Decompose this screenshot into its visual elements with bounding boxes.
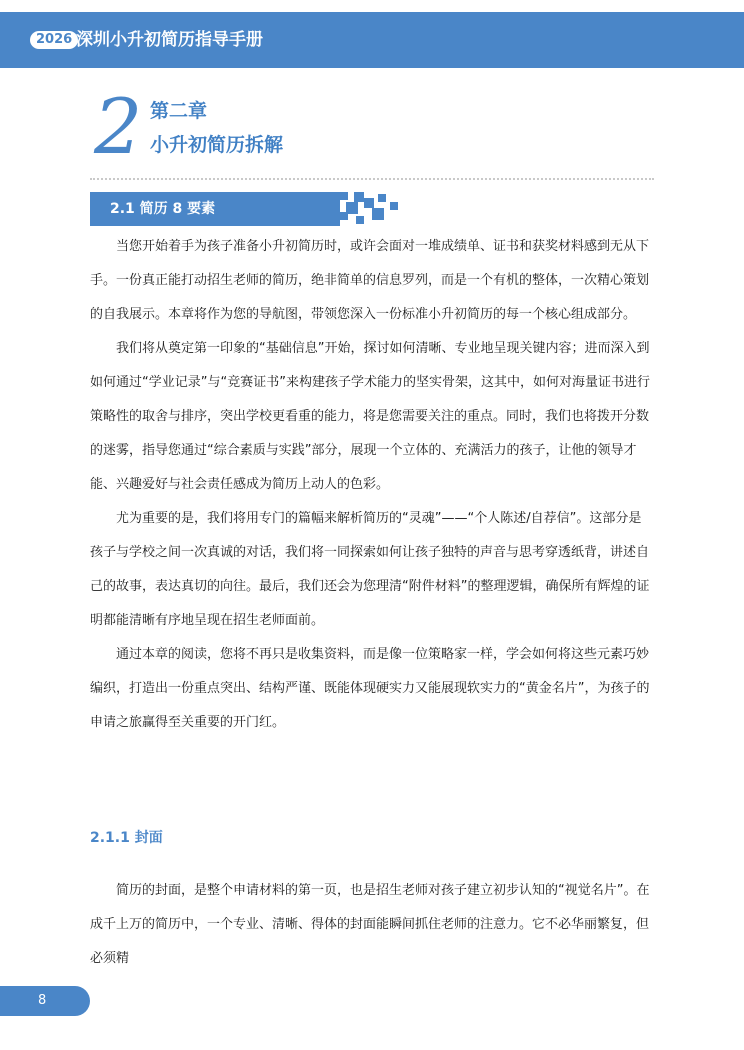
header-year-badge: 2026 xyxy=(30,31,78,49)
subsection-title: 2.1.1 封面 xyxy=(90,830,163,846)
paragraph: 尤为重要的是，我们将用专门的篇幅来解析简历的“灵魂”——“个人陈述/自荐信”。这部分是孩子与学校之间一次真诚的对话，我们将一同探索如何让孩子独特的声音与思考穿透纸背，讲述自己的故事，表达真切的向往。最后，我们还会为您理清“附件材料”的整理逻辑，确保所有辉煌的证明都能清晰有序地呈现在招生老师面前。 xyxy=(90,511,650,628)
section-banner xyxy=(90,192,340,226)
paragraph: 当您开始着手为孩子准备小升初简历时，或许会面对一堆成绩单、证书和获奖材料感到无从下手。一份真正能打动招生老师的简历，绝非简单的信息罗列，而是一个有机的整体，一次精心策划的自我展示。本章将作为您的导航图，带领您深入一份标准小升初简历的每一个核心组成部分。 xyxy=(90,239,650,322)
chapter-title: 小升初简历拆解 xyxy=(150,134,284,156)
header-title: 深圳小升初简历指导手册 xyxy=(76,30,263,50)
chapter-number: 2 xyxy=(94,82,143,171)
header-bar xyxy=(0,12,744,68)
paragraph: 通过本章的阅读，您将不再只是收集资料，而是像一位策略家一样，学会如何将这些元素巧妙编织，打造出一份重点突出、结构严谨、既能体现硬实力又能展现软实力的“黄金名片”，为孩子的申请之旅赢得至关重要的开门红。 xyxy=(90,647,650,730)
chapter-label: 第二章 xyxy=(150,100,208,122)
section-title: 2.1 简历 8 要素 xyxy=(110,201,216,217)
paragraph: 简历的封面，是整个申请材料的第一页，也是招生老师对孩子建立初步认知的“视觉名片”。在成千上万的简历中，一个专业、清晰、得体的封面能瞬间抓住老师的注意力。它不必华丽繁复，但必须精 xyxy=(90,883,650,966)
dotted-divider xyxy=(90,178,654,180)
paragraph: 我们将从奠定第一印象的“基础信息”开始，探讨如何清晰、专业地呈现关键内容；进而深入到如何通过“学业记录”与“竞赛证书”来构建孩子学术能力的坚实骨架，这其中，如何对海量证书进行策略性的取舍与排序，突出学校更看重的能力，将是您需要关注的重点。同时，我们也将拨开分数的迷雾，指导您通过“综合素质与实践”部分，展现一个立体的、充满活力的孩子，让他的领导才能、兴趣爱好与社会责任感成为简历上动人的色彩。 xyxy=(90,341,650,492)
section-body xyxy=(90,230,654,740)
page-number: 8 xyxy=(38,993,47,1008)
subsection-body xyxy=(90,874,654,976)
page-number-tab xyxy=(0,986,90,1016)
